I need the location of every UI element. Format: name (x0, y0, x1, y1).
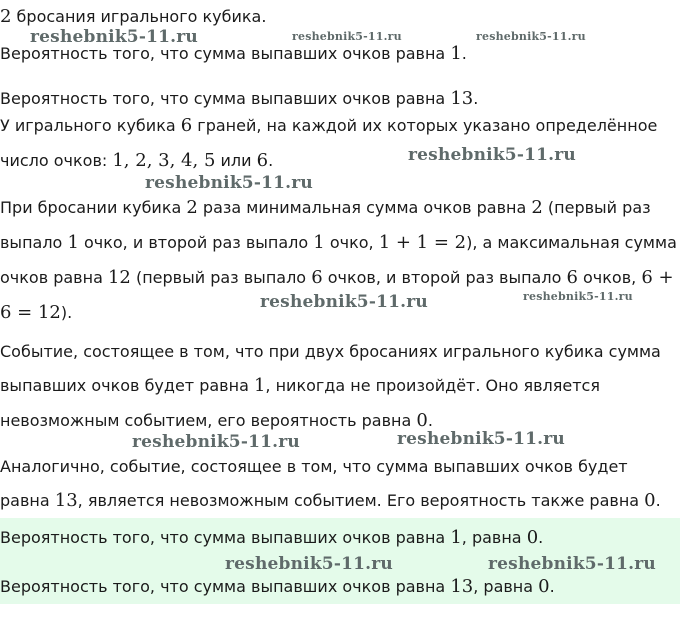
text-run: . (549, 577, 555, 596)
text-line (0, 197, 651, 219)
watermark: reshebnik5-11.ru (260, 292, 428, 312)
watermark: reshebnik5-11.ru (488, 554, 656, 574)
text-line (0, 576, 555, 598)
math-expression: 6 + (641, 267, 674, 288)
watermark: reshebnik5-11.ru (145, 173, 313, 193)
text-run: очков, и второй раз выпало (322, 268, 567, 287)
text-run: . (538, 528, 544, 547)
math-expression: 1, 2, 3, 4, 5 (112, 150, 216, 171)
text-run: число очков: (0, 151, 113, 170)
text-run: , никогда не произойдёт. Оно является (265, 376, 600, 395)
text-run: У игрального кубика (0, 116, 181, 135)
math-expression: 6 (566, 267, 578, 288)
text-line (0, 341, 661, 363)
math-expression: 2 (0, 6, 12, 27)
math-expression: 0 (526, 527, 539, 548)
text-run: граней, на каждой их которых указано определённое (192, 116, 658, 135)
math-expression: 6 (180, 115, 193, 136)
text-line (0, 410, 433, 432)
text-line (0, 302, 72, 324)
watermark: reshebnik5-11.ru (30, 27, 198, 47)
math-expression: 13 (54, 490, 78, 511)
math-expression: 13 (450, 88, 474, 109)
math-expression: 0 (416, 410, 428, 431)
watermark: reshebnik5-11.ru (408, 145, 576, 165)
math-expression: 1 (67, 232, 79, 253)
text-line (0, 88, 478, 110)
math-expression: 12 (107, 267, 131, 288)
math-expression: 1 (253, 375, 266, 396)
text-run: ). (60, 303, 73, 322)
text-line (0, 375, 600, 397)
text-run: бросания игрального кубика. (11, 7, 267, 26)
watermark: reshebnik5-11.ru (132, 432, 300, 452)
text-run: . (268, 151, 274, 170)
text-run: невозможным событием, его вероятность равна (0, 411, 417, 430)
text-run: , является невозможным событием. Его вероятность также равна (77, 491, 645, 510)
text-run: . (427, 411, 433, 430)
text-line (0, 267, 674, 289)
text-line (0, 456, 628, 478)
math-expression: 0 (644, 490, 656, 511)
text-line (0, 150, 273, 172)
text-run: , равна (461, 528, 527, 547)
text-run: выпавших очков будет равна (0, 376, 254, 395)
watermark: reshebnik5-11.ru (292, 30, 402, 43)
text-run: . (461, 44, 467, 63)
text-run: или (215, 151, 257, 170)
math-expression: 1 (450, 527, 462, 548)
text-run: ), а максимальная сумма (466, 233, 677, 252)
text-run: . (473, 89, 479, 108)
text-run: очков, (577, 268, 642, 287)
text-run: Вероятность того, что сумма выпавших очков равна (0, 577, 451, 596)
text-run: Вероятность того, что сумма выпавших очков равна (0, 89, 451, 108)
text-run: При бросании кубика (0, 198, 187, 217)
text-run: очков равна (0, 268, 108, 287)
text-run: Вероятность того, что сумма выпавших очков равна (0, 528, 451, 547)
text-run: Событие, состоящее в том, что при двух бросаниях игрального кубика сумма (0, 342, 661, 361)
text-run: раза минимальная сумма очков равна (197, 198, 532, 217)
watermark: reshebnik5-11.ru (397, 429, 565, 449)
text-line (0, 115, 657, 137)
math-expression: 2 (186, 197, 198, 218)
watermark: reshebnik5-11.ru (225, 554, 393, 574)
text-run: . (655, 491, 661, 510)
math-expression: 6 = 12 (0, 302, 61, 323)
watermark: reshebnik5-11.ru (523, 290, 633, 303)
text-line (0, 6, 266, 28)
math-expression: 2 (531, 197, 543, 218)
text-run: , равна (473, 577, 539, 596)
text-run: очко, (324, 233, 379, 252)
text-run: Вероятность того, что сумма выпавших очков равна (0, 44, 451, 63)
text-run: (первый раз выпало (130, 268, 312, 287)
text-run: равна (0, 491, 55, 510)
text-line (0, 490, 661, 512)
text-line (0, 527, 543, 549)
math-expression: 6 (256, 150, 269, 171)
math-expression: 1 (313, 232, 325, 253)
math-expression: 6 (311, 267, 323, 288)
math-expression: 1 + 1 = 2 (378, 232, 467, 253)
text-run: (первый раз (542, 198, 651, 217)
math-expression: 0 (538, 576, 550, 597)
text-line (0, 232, 677, 254)
text-run: выпало (0, 233, 68, 252)
text-run: очко, и второй раз выпало (78, 233, 314, 252)
math-expression: 1 (450, 43, 462, 64)
text-run: Аналогично, событие, состоящее в том, что сумма выпавших очков будет (0, 457, 628, 476)
watermark: reshebnik5-11.ru (476, 30, 586, 43)
math-expression: 13 (450, 576, 474, 597)
